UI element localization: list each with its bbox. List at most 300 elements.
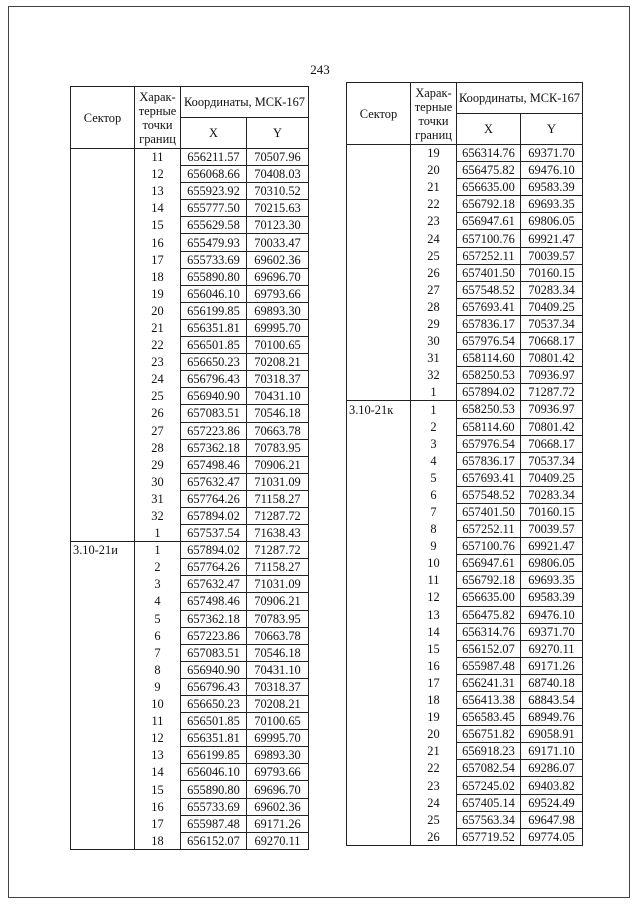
table-row — [71, 200, 309, 217]
point-cell: 26 — [135, 405, 181, 422]
x-cell: 655733.69 — [181, 251, 247, 268]
point-cell: 23 — [411, 777, 457, 794]
y-cell: 70318.37 — [247, 371, 309, 388]
x-cell: 657100.76 — [457, 538, 521, 555]
x-cell: 657082.54 — [457, 760, 521, 777]
sector-cell — [71, 166, 135, 183]
y-cell: 70668.17 — [521, 333, 583, 350]
sector-cell — [347, 298, 411, 315]
point-cell: 14 — [411, 623, 457, 640]
table-row — [347, 350, 583, 367]
x-cell: 655890.80 — [181, 781, 247, 798]
point-cell: 6 — [411, 486, 457, 503]
table-row — [71, 798, 309, 815]
sector-cell — [71, 781, 135, 798]
point-cell: 19 — [411, 709, 457, 726]
table-body-left — [71, 149, 309, 850]
point-cell: 21 — [411, 179, 457, 196]
table-row — [71, 815, 309, 832]
coordinates-table-left — [70, 86, 309, 850]
table-row — [71, 166, 309, 183]
sector-cell — [71, 319, 135, 336]
sector-cell — [347, 623, 411, 640]
y-cell: 71287.72 — [521, 384, 583, 401]
y-cell: 70783.95 — [247, 610, 309, 627]
table-row — [71, 268, 309, 285]
x-cell: 656947.61 — [457, 213, 521, 230]
point-cell: 18 — [135, 268, 181, 285]
point-cell: 2 — [135, 559, 181, 576]
y-cell: 69693.35 — [521, 572, 583, 589]
x-cell: 658250.53 — [457, 367, 521, 384]
y-cell: 68740.18 — [521, 674, 583, 691]
sector-cell — [347, 657, 411, 674]
point-cell: 25 — [411, 247, 457, 264]
point-cell: 8 — [135, 661, 181, 678]
table-row — [347, 486, 583, 503]
table-row — [71, 781, 309, 798]
x-cell: 657836.17 — [457, 452, 521, 469]
table-row — [347, 247, 583, 264]
table-row — [71, 507, 309, 524]
coordinates-table-right — [346, 82, 583, 846]
sector-cell — [71, 678, 135, 695]
table-row — [347, 213, 583, 230]
x-cell: 657362.18 — [181, 610, 247, 627]
table-row — [71, 559, 309, 576]
table-row — [347, 572, 583, 589]
y-cell: 71287.72 — [247, 507, 309, 524]
x-cell: 657362.18 — [181, 439, 247, 456]
sector-cell — [71, 217, 135, 234]
point-cell: 18 — [135, 832, 181, 849]
table-row — [347, 538, 583, 555]
table-row — [347, 623, 583, 640]
y-cell: 71287.72 — [247, 542, 309, 559]
point-cell: 1 — [411, 384, 457, 401]
point-cell: 17 — [135, 251, 181, 268]
sector-cell — [71, 302, 135, 319]
y-cell: 70123.30 — [247, 217, 309, 234]
y-cell: 69171.10 — [521, 743, 583, 760]
point-cell: 28 — [135, 439, 181, 456]
x-cell: 657548.52 — [457, 281, 521, 298]
x-cell: 656314.76 — [457, 623, 521, 640]
y-cell: 70215.63 — [247, 200, 309, 217]
point-cell: 23 — [411, 213, 457, 230]
y-cell: 70409.25 — [521, 298, 583, 315]
table-row — [347, 145, 583, 162]
x-cell: 656501.85 — [181, 713, 247, 730]
sector-cell — [71, 251, 135, 268]
x-cell: 657719.52 — [457, 828, 521, 845]
table-row — [347, 640, 583, 657]
table-row — [71, 319, 309, 336]
point-cell: 15 — [411, 640, 457, 657]
sector-cell — [347, 435, 411, 452]
y-cell: 69270.11 — [247, 832, 309, 849]
point-cell: 11 — [411, 572, 457, 589]
table-row — [71, 388, 309, 405]
y-cell: 68843.54 — [521, 692, 583, 709]
point-cell: 2 — [411, 418, 457, 435]
point-cell: 25 — [135, 388, 181, 405]
y-cell: 69171.26 — [247, 815, 309, 832]
y-cell: 70936.97 — [521, 367, 583, 384]
x-cell: 657498.46 — [181, 593, 247, 610]
sector-cell — [71, 200, 135, 217]
point-cell: 17 — [135, 815, 181, 832]
table-row — [347, 828, 583, 845]
point-cell: 22 — [411, 196, 457, 213]
x-cell: 656241.31 — [457, 674, 521, 691]
sector-cell — [347, 709, 411, 726]
x-cell: 656351.81 — [181, 319, 247, 336]
x-cell: 655923.92 — [181, 183, 247, 200]
header-points: Харак-терные точки границ — [411, 83, 457, 145]
x-cell: 657223.86 — [181, 422, 247, 439]
sector-cell — [71, 183, 135, 200]
sector-cell — [71, 713, 135, 730]
y-cell: 69793.66 — [247, 764, 309, 781]
point-cell: 25 — [411, 811, 457, 828]
y-cell: 70160.15 — [521, 264, 583, 281]
x-cell: 655629.58 — [181, 217, 247, 234]
point-cell: 12 — [135, 730, 181, 747]
point-cell: 1 — [411, 401, 457, 418]
table-row — [71, 678, 309, 695]
sector-cell — [347, 230, 411, 247]
sector-cell — [347, 384, 411, 401]
sector-cell — [71, 490, 135, 507]
sector-cell — [71, 832, 135, 849]
x-cell: 656351.81 — [181, 730, 247, 747]
y-cell: 70100.65 — [247, 337, 309, 354]
y-cell: 69583.39 — [521, 589, 583, 606]
table-row — [347, 367, 583, 384]
table-row — [347, 726, 583, 743]
point-cell: 16 — [135, 798, 181, 815]
x-cell: 658250.53 — [457, 401, 521, 418]
sector-cell — [347, 179, 411, 196]
sector-cell — [347, 589, 411, 606]
y-cell: 70936.97 — [521, 401, 583, 418]
y-cell: 69647.98 — [521, 811, 583, 828]
sector-cell — [71, 422, 135, 439]
sector-cell — [71, 507, 135, 524]
sector-cell — [347, 640, 411, 657]
point-cell: 26 — [411, 828, 457, 845]
point-cell: 3 — [411, 435, 457, 452]
sector-cell — [347, 606, 411, 623]
sector-cell — [71, 456, 135, 473]
y-cell: 70409.25 — [521, 469, 583, 486]
x-cell: 657764.26 — [181, 490, 247, 507]
point-cell: 21 — [411, 743, 457, 760]
y-cell: 70431.10 — [247, 388, 309, 405]
point-cell: 22 — [135, 337, 181, 354]
sector-cell — [347, 367, 411, 384]
point-cell: 30 — [135, 473, 181, 490]
sector-cell — [71, 405, 135, 422]
table-row — [71, 149, 309, 166]
x-cell: 657083.51 — [181, 405, 247, 422]
sector-cell — [71, 149, 135, 166]
y-cell: 70801.42 — [521, 350, 583, 367]
x-cell: 656413.38 — [457, 692, 521, 709]
sector-cell — [347, 452, 411, 469]
point-cell: 10 — [411, 555, 457, 572]
y-cell: 71638.43 — [247, 525, 309, 542]
table-row — [347, 674, 583, 691]
x-cell: 656940.90 — [181, 661, 247, 678]
y-cell: 69921.47 — [521, 538, 583, 555]
table-row — [71, 183, 309, 200]
y-cell: 70546.18 — [247, 644, 309, 661]
x-cell: 657223.86 — [181, 627, 247, 644]
point-cell: 1 — [135, 525, 181, 542]
table-row — [347, 264, 583, 281]
y-cell: 69058.91 — [521, 726, 583, 743]
x-cell: 657894.02 — [457, 384, 521, 401]
point-cell: 27 — [135, 422, 181, 439]
y-cell: 68949.76 — [521, 709, 583, 726]
x-cell: 657401.50 — [457, 503, 521, 520]
x-cell: 657548.52 — [457, 486, 521, 503]
y-cell: 69171.26 — [521, 657, 583, 674]
table-row — [71, 354, 309, 371]
y-cell: 70537.34 — [521, 315, 583, 332]
x-cell: 658114.60 — [457, 418, 521, 435]
table-row — [347, 401, 583, 418]
table-row — [347, 315, 583, 332]
y-cell: 69602.36 — [247, 798, 309, 815]
x-cell: 656046.10 — [181, 764, 247, 781]
table-row — [347, 811, 583, 828]
point-cell: 20 — [411, 162, 457, 179]
x-cell: 657836.17 — [457, 315, 521, 332]
x-cell: 657405.14 — [457, 794, 521, 811]
x-cell: 657401.50 — [457, 264, 521, 281]
x-cell: 656792.18 — [457, 196, 521, 213]
y-cell: 70546.18 — [247, 405, 309, 422]
y-cell: 70906.21 — [247, 456, 309, 473]
table-row — [347, 418, 583, 435]
x-cell: 656792.18 — [457, 572, 521, 589]
point-cell: 29 — [411, 315, 457, 332]
table-row — [71, 405, 309, 422]
point-cell: 8 — [411, 521, 457, 538]
y-cell: 70208.21 — [247, 696, 309, 713]
sector-cell — [347, 281, 411, 298]
point-cell: 5 — [135, 610, 181, 627]
table-row — [347, 589, 583, 606]
table-row — [347, 709, 583, 726]
sector-cell — [71, 815, 135, 832]
sector-cell — [347, 555, 411, 572]
sector-cell — [347, 213, 411, 230]
table-row — [347, 469, 583, 486]
y-cell: 70537.34 — [521, 452, 583, 469]
table-row — [347, 435, 583, 452]
table-row — [71, 764, 309, 781]
x-cell: 655777.50 — [181, 200, 247, 217]
x-cell: 657693.41 — [457, 298, 521, 315]
table-row — [71, 730, 309, 747]
point-cell: 31 — [135, 490, 181, 507]
sector-cell — [347, 794, 411, 811]
table-row — [71, 542, 309, 559]
y-cell: 69696.70 — [247, 781, 309, 798]
y-cell: 70039.57 — [521, 521, 583, 538]
sector-cell — [71, 354, 135, 371]
sector-cell — [347, 503, 411, 520]
y-cell: 71158.27 — [247, 490, 309, 507]
page-number: 243 — [310, 62, 330, 77]
y-cell: 69371.70 — [521, 145, 583, 162]
y-cell: 70668.17 — [521, 435, 583, 452]
y-cell: 69270.11 — [521, 640, 583, 657]
x-cell: 656046.10 — [181, 285, 247, 302]
point-cell: 4 — [411, 452, 457, 469]
table-row — [71, 302, 309, 319]
table-row — [71, 473, 309, 490]
sector-cell — [71, 473, 135, 490]
y-cell: 69921.47 — [521, 230, 583, 247]
table-row — [347, 333, 583, 350]
table-row — [71, 337, 309, 354]
table-row — [71, 422, 309, 439]
y-cell: 70663.78 — [247, 627, 309, 644]
x-cell: 656635.00 — [457, 589, 521, 606]
x-cell: 657252.11 — [457, 521, 521, 538]
y-cell: 70033.47 — [247, 234, 309, 251]
point-cell: 13 — [411, 606, 457, 623]
y-cell: 70283.34 — [521, 281, 583, 298]
point-cell: 12 — [411, 589, 457, 606]
table-row — [347, 777, 583, 794]
table-row — [347, 196, 583, 213]
table-row — [71, 285, 309, 302]
x-cell: 656918.23 — [457, 743, 521, 760]
table-row — [347, 503, 583, 520]
y-cell: 69995.70 — [247, 730, 309, 747]
point-cell: 23 — [135, 354, 181, 371]
x-cell: 656650.23 — [181, 696, 247, 713]
table-row — [71, 661, 309, 678]
x-cell: 655733.69 — [181, 798, 247, 815]
sector-cell — [71, 559, 135, 576]
table-row — [347, 555, 583, 572]
sector-cell — [71, 388, 135, 405]
sector-cell — [347, 247, 411, 264]
point-cell: 14 — [135, 764, 181, 781]
y-cell: 70100.65 — [247, 713, 309, 730]
point-cell: 4 — [135, 593, 181, 610]
sector-cell — [347, 486, 411, 503]
table-row — [71, 490, 309, 507]
x-cell: 658114.60 — [457, 350, 521, 367]
x-cell: 655987.48 — [457, 657, 521, 674]
table-row — [347, 179, 583, 196]
sector-cell — [347, 572, 411, 589]
sector-cell — [347, 777, 411, 794]
x-cell: 657894.02 — [181, 542, 247, 559]
point-cell: 11 — [135, 149, 181, 166]
point-cell: 16 — [135, 234, 181, 251]
table-row — [71, 234, 309, 251]
y-cell: 70310.52 — [247, 183, 309, 200]
y-cell: 69602.36 — [247, 251, 309, 268]
y-cell: 69793.66 — [247, 285, 309, 302]
sector-cell — [347, 692, 411, 709]
y-cell: 69524.49 — [521, 794, 583, 811]
sector-cell — [347, 145, 411, 162]
sector-cell — [71, 337, 135, 354]
x-cell: 656947.61 — [457, 555, 521, 572]
x-cell: 657894.02 — [181, 507, 247, 524]
table-row — [347, 230, 583, 247]
sector-cell — [347, 333, 411, 350]
x-cell: 657976.54 — [457, 435, 521, 452]
x-cell: 657563.34 — [457, 811, 521, 828]
point-cell: 27 — [411, 281, 457, 298]
x-cell: 657083.51 — [181, 644, 247, 661]
x-cell: 655987.48 — [181, 815, 247, 832]
table-row — [347, 452, 583, 469]
sector-cell: 3.10-21и — [71, 542, 135, 559]
table-row — [347, 760, 583, 777]
sector-cell — [347, 521, 411, 538]
y-cell: 69371.70 — [521, 623, 583, 640]
x-cell: 656199.85 — [181, 747, 247, 764]
x-cell: 657245.02 — [457, 777, 521, 794]
table-row — [71, 747, 309, 764]
sector-cell — [347, 196, 411, 213]
sector-cell — [71, 285, 135, 302]
y-cell: 70039.57 — [521, 247, 583, 264]
table-row — [347, 384, 583, 401]
point-cell: 32 — [135, 507, 181, 524]
x-cell: 657537.54 — [181, 525, 247, 542]
point-cell: 15 — [135, 781, 181, 798]
point-cell: 9 — [411, 538, 457, 555]
y-cell: 69403.82 — [521, 777, 583, 794]
table-row — [347, 692, 583, 709]
sector-cell — [71, 610, 135, 627]
x-cell: 657632.47 — [181, 576, 247, 593]
table-row — [71, 439, 309, 456]
header-coords: Координаты, МСК-167 — [457, 83, 583, 114]
point-cell: 6 — [135, 627, 181, 644]
point-cell: 13 — [135, 747, 181, 764]
y-cell: 70160.15 — [521, 503, 583, 520]
table-row — [347, 281, 583, 298]
point-cell: 20 — [411, 726, 457, 743]
y-cell: 69583.39 — [521, 179, 583, 196]
x-cell: 657252.11 — [457, 247, 521, 264]
x-cell: 656583.45 — [457, 709, 521, 726]
y-cell: 69286.07 — [521, 760, 583, 777]
table-row — [71, 251, 309, 268]
sector-cell — [347, 811, 411, 828]
table-row — [347, 794, 583, 811]
header-sector: Сектор — [71, 87, 135, 149]
sector-cell — [71, 764, 135, 781]
table-row — [347, 521, 583, 538]
y-cell: 69995.70 — [247, 319, 309, 336]
sector-cell — [347, 162, 411, 179]
